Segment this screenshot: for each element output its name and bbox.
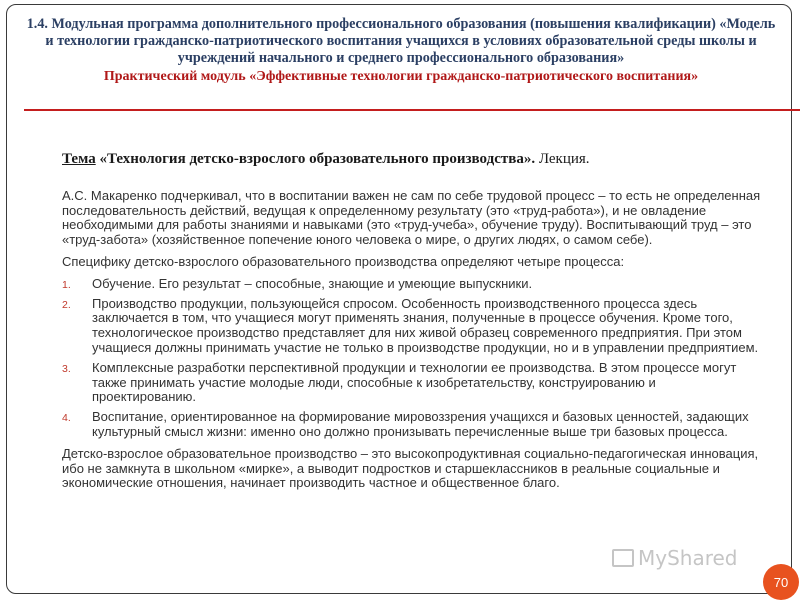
list-number: 3.: [62, 362, 71, 375]
list-item: [62, 361, 762, 405]
topic-label: Тема: [62, 151, 96, 167]
list-item: [62, 297, 762, 356]
process-list: [62, 277, 762, 440]
program-title: 1.4. Модульная программа дополнительного профессионального образования (повышения квалификации) «Модель и технологии гражданско-патриотического воспитания учащихся в условиях образовательной среды школы и учреждений начального и среднего профессионального образования»: [26, 16, 776, 66]
page-number-badge: 70: [763, 564, 799, 600]
list-text: Комплексные разработки перспективной продукции и технологии ее производства. В этом процессе могут также принимать участие молодые люди, способные к изобретательству, конструированию и проектированию.: [92, 359, 737, 405]
slide-header: [26, 16, 776, 85]
list-number: 1.: [62, 278, 71, 291]
intro-paragraph: А.С. Макаренко подчеркивал, что в воспитании важен не сам по себе трудовой процесс – то есть не определенная последовательность действий, ведущая к определенному результату (это «труд-работа»), и не овладение необходимыми для работы знаниями и навыками (это «труд-учеба», обучение труду). Воспитывающий труд – это «труд-забота» (хозяйственное попечение юного человека о мире, о других людях, о самом себе).: [62, 187, 761, 248]
watermark: [612, 546, 738, 570]
processes-intro: Специфику детско-взрослого образовательного производства определяют четыре процесса:: [62, 253, 625, 269]
closing-paragraph: Детско-взрослое образовательное производство – это высокопродуктивная социально-педагогическая инновация, ибо не замкнута в школьном «мирке», а выводит подростков и старшеклассников в реальные социальные и экономические отношения, начинает производить частное и общественное благо.: [62, 445, 759, 491]
topic-heading: [62, 152, 762, 167]
topic-type: Лекция.: [538, 151, 590, 167]
header-divider: [24, 109, 800, 111]
list-text: Производство продукции, пользующейся спросом. Особенность производственного процесса здесь заключается в том, что учащиеся могут применять знания, полученные в процессе обучения. Кроме того, технологическое производство представляет для них живой образец современного предприятия. При этом учащиеся должны принимать участие не только в производстве продукции, но и в управлении предприятием.: [92, 295, 759, 355]
list-number: 4.: [62, 412, 71, 425]
list-number: 2.: [62, 298, 71, 311]
module-subtitle: Практический модуль «Эффективные технологии гражданско-патриотического воспитания»: [103, 69, 699, 84]
list-item: [62, 410, 762, 440]
list-item: [62, 277, 762, 292]
list-text: Воспитание, ориентированное на формирование мировоззрения учащихся и базовых ценностей, задающих культурный смысл жизни: именно оно должно пронизывать перечисленные выше три базовых процесса.: [92, 409, 749, 439]
topic-title: «Технология детско-взрослого образовательного производства».: [99, 151, 536, 167]
watermark-text: MyShared: [638, 546, 738, 570]
list-text: Обучение. Его результат – способные, знающие и умеющие выпускники.: [92, 275, 533, 291]
lecture-body: [62, 152, 762, 498]
presentation-icon: [612, 549, 634, 567]
